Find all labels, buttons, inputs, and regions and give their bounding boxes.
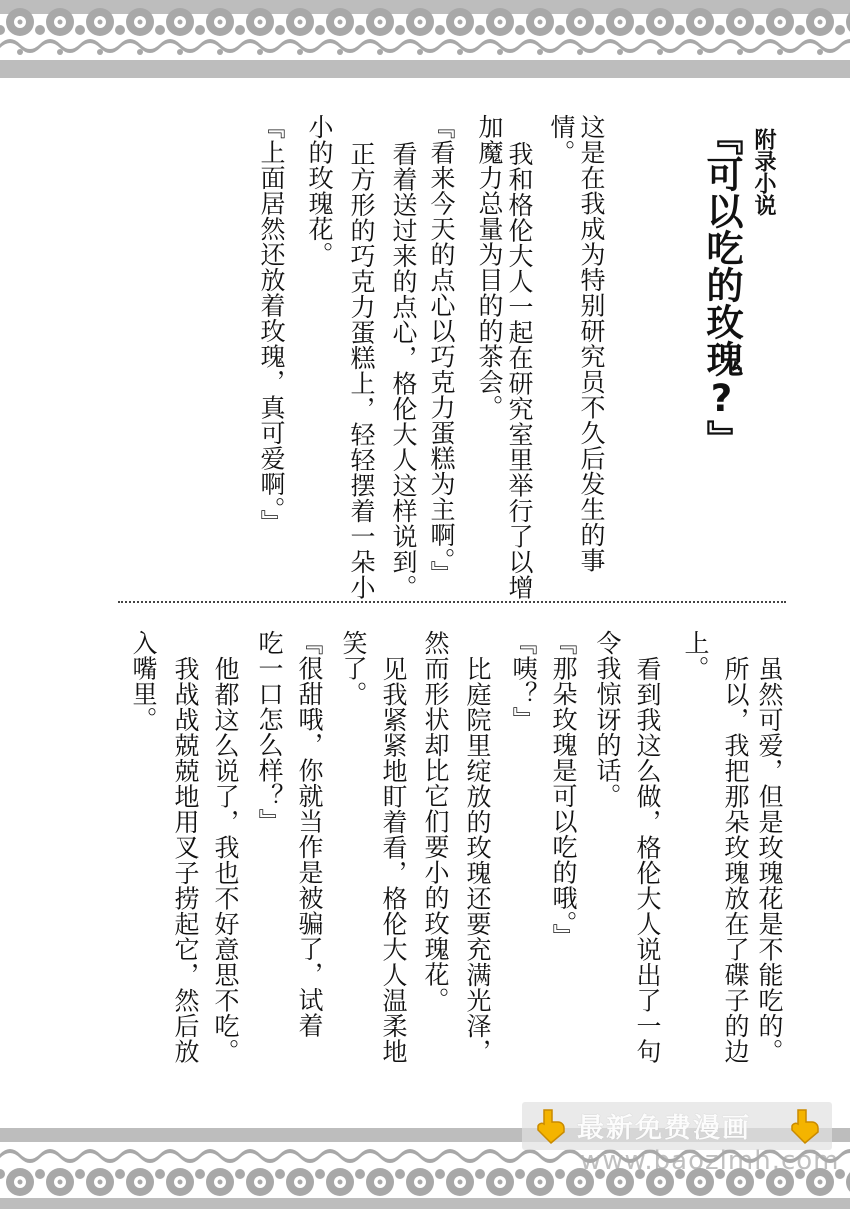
story-column: 这是在我成为特别研究员不久后发生的事 <box>577 114 606 573</box>
pointing-down-hand-icon <box>788 1108 822 1144</box>
story-column: 情。 <box>547 114 576 165</box>
story-title: 『可以吃的玫瑰?』 <box>700 118 743 457</box>
story-column: 我战战兢兢地用叉子捞起它，然后放 <box>171 656 200 1064</box>
story-column: 我和格伦大人一起在研究室里举行了以增 <box>505 141 534 600</box>
story-column: 比庭院里绽放的玫瑰还要充满光泽， <box>463 656 492 1064</box>
story-column: 『那朵玫瑰是可以吃的哦。』 <box>549 630 578 949</box>
story-column: 吃一口怎么样？』 <box>255 630 284 834</box>
story-column: 『看来今天的点心以巧克力蛋糕为主啊。』 <box>427 114 456 586</box>
story-column: 『很甜哦，你就当作是被骗了，试着 <box>295 630 324 1038</box>
story-column: 看到我这么做，格伦大人说出了一句 <box>633 656 662 1064</box>
story-column: 他都这么说了，我也不好意思不吃。 <box>211 656 240 1064</box>
story-column: 虽然可爱，但是玫瑰花是不能吃的。 <box>755 656 784 1064</box>
appendix-novel-label: 附录小说 <box>751 128 776 216</box>
story-column: 小的玫瑰花。 <box>305 114 334 267</box>
story-column: 看着送过来的点心，格伦大人这样说到。 <box>389 141 418 600</box>
watermark-url: www.baozimh.com <box>580 1146 840 1176</box>
top-lace-border <box>0 0 850 80</box>
watermark-title: 最新免费漫画 <box>577 1113 751 1144</box>
story-column: 加魔力总量为目的的茶会。 <box>475 114 504 420</box>
story-column: 入嘴里。 <box>129 630 158 732</box>
story-column: 见我紧紧地盯着看，格伦大人温柔地 <box>379 656 408 1064</box>
pointing-down-hand-icon <box>534 1108 568 1144</box>
watermark-banner <box>522 1102 832 1150</box>
story-column: 正方形的巧克力蛋糕上，轻轻摆着一朵小 <box>347 141 376 600</box>
story-column: 『上面居然还放着玫瑰，真可爱啊。』 <box>257 114 286 535</box>
story-column: 然而形状却比它们要小的玫瑰花。 <box>421 630 450 1013</box>
story-column: 所以，我把那朵玫瑰放在了碟子的边 <box>721 656 750 1064</box>
section-divider <box>118 601 786 603</box>
story-column: 上。 <box>681 630 710 681</box>
story-column: 『咦？』 <box>509 630 538 732</box>
story-column: 笑了。 <box>339 630 368 707</box>
story-column: 令我惊讶的话。 <box>593 630 622 809</box>
